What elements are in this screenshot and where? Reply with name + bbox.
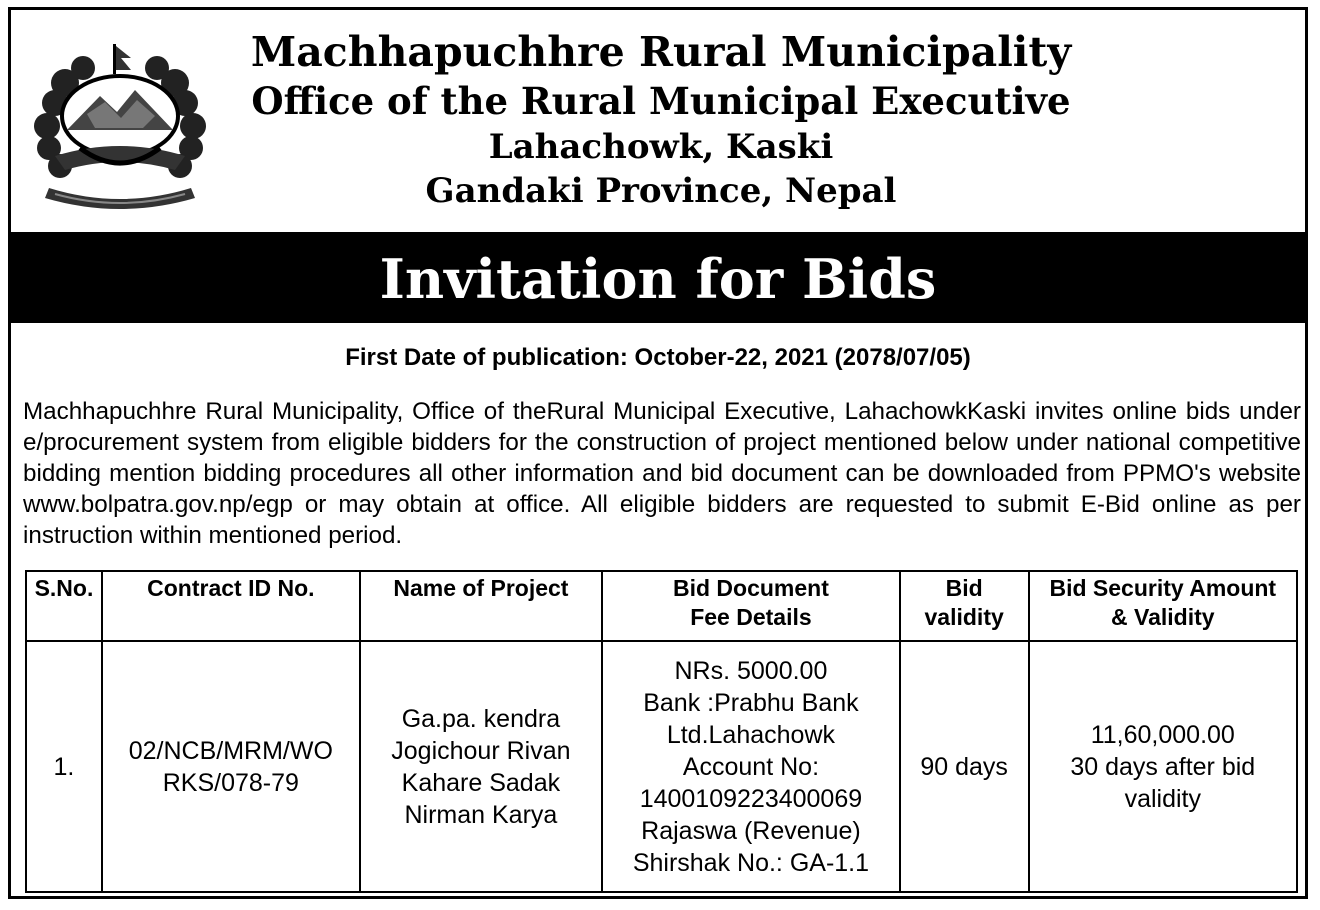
cell-sno: 1. [26, 641, 102, 892]
publication-date: First Date of publication: October-22, 2021 (2078/07/05) [345, 344, 971, 371]
header-project-name: Name of Project [360, 571, 602, 641]
header-text [211, 28, 1111, 213]
header-fee-details: Bid Document Fee Details [602, 571, 900, 641]
notice-frame [8, 7, 1308, 899]
notice-header [11, 10, 1305, 232]
province-line: Gandaki Province, Nepal [425, 171, 897, 211]
table-header-row [26, 571, 1297, 641]
bids-table [25, 570, 1298, 893]
header-sno: S.No. [26, 571, 102, 641]
title-banner: Invitation for Bids [11, 232, 1305, 323]
header-bid-security: Bid Security Amount & Validity [1029, 571, 1297, 641]
cell-project-name: Ga.pa. kendra Jogichour Rivan Kahare Sadak Nirman Karya [360, 641, 602, 892]
nepal-emblem-icon [25, 38, 215, 213]
address-line: Lahachowk, Kaski [488, 127, 834, 167]
municipality-name: Machhapuchhre Rural Municipality [250, 28, 1072, 76]
intro-paragraph: Machhapuchhre Rural Municipality, Office of theRural Municipal Executive, LahachowkKaski invites online bids under e/procurement system from eligible bidders for the construction of project mentioned below under national competitive bidding mention bidding procedures all other information and bid document can be downloaded from PPMO's website www.bolpatra.gov.np/egp or may obtain at office. All eligible bidders are requested to submit E-Bid online as per instruction within mentioned period. [23, 398, 1301, 549]
cell-bid-security: 11,60,000.00 30 days after bid validity [1029, 641, 1297, 892]
cell-fee-details: NRs. 5000.00 Bank :Prabhu Bank Ltd.Lahachowk Account No: 1400109223400069 Rajaswa (Revenue) Shirshak No.: GA-1.1 [602, 641, 900, 892]
office-name: Office of the Rural Municipal Executive [251, 79, 1071, 123]
header-contract-id: Contract ID No. [102, 571, 360, 641]
header-bid-validity: Bid validity [900, 571, 1029, 641]
cell-bid-validity: 90 days [900, 641, 1029, 892]
cell-contract-id: 02/NCB/MRM/WO RKS/078-79 [102, 641, 360, 892]
table-row [26, 641, 1297, 892]
